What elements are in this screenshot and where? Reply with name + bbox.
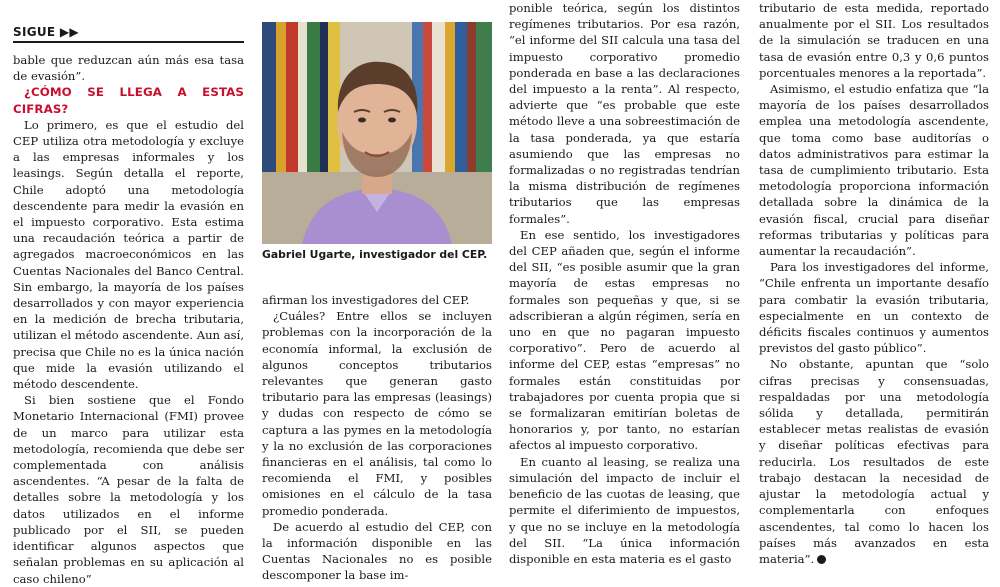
paragraph: tributario de esta medida, reportado anualmente por el SII. Los resultados de la simulación se traducen en una tasa de evasión entre 0,3 y 0,6 puntos porcentuales menores a la reportada”. bbox=[759, 1, 989, 80]
paragraph: ¿Cuáles? Entre ellos se incluyen problemas con la incorporación de la economía informal, la exclusión de algunos conceptos tributarios relevantes que generan gasto tributario para las empresas (leasings) y dudas con respecto de cómo se captura a las pymes en la metodología y la no exclusión de las corporaciones financieras en el análisis, tal como lo recomienda el FMI, y posibles omisiones en el cálculo de la tasa promedio ponderada. bbox=[262, 309, 492, 518]
article-column-4 bbox=[759, 0, 989, 567]
continued-label: SIGUE ▶▶ bbox=[13, 25, 79, 39]
paragraph: De acuerdo al estudio del CEP, con la información disponible en las Cuentas Nacionales no es posible descomponer la base im- bbox=[262, 519, 492, 583]
paragraph: bable que reduzcan aún más esa tasa de evasión”. bbox=[13, 53, 244, 84]
portrait-photo bbox=[262, 22, 492, 244]
article-column-1 bbox=[13, 0, 244, 587]
section-subhead: ¿CÓMO SE LLEGA A ESTAS CIFRAS? bbox=[13, 85, 244, 116]
article-column-2 bbox=[262, 292, 492, 584]
portrait-illustration bbox=[262, 22, 492, 244]
paragraph: Para los investigadores del informe, “Chile enfrenta un importante desafío para combatir la evasión tributaria, especialmente en un contexto de déficits fiscales continuos y aumentos previstos del gasto público”. bbox=[759, 260, 989, 356]
paragraph: ponible teórica, según los distintos regímenes tributarios. Por esa razón, “el informe del SII calcula una tasa del impuesto corporativo promedio ponderada en base a las declaraciones del impuesto a la renta”. Al respecto, advierte que “es probable que este método lleve a una sobreestimación de la tasa ponderada, ya que estaría asumiendo que las empresas no formalizadas o no registradas tendrían la misma distribución de regímenes tributarios que las empresas formales”. bbox=[509, 1, 740, 226]
paragraph: Si bien sostiene que el Fondo Monetario Internacional (FMI) provee de un marco para utilizar esta metodología, recomienda que debe ser complementada con análisis ascendentes. “A pesar de la falta de detalles sobre la metodología y los datos utilizados en el informe publicado por el SII, se pueden identificar algunos aspectos que señalan problemas en su aplicación al caso chileno” bbox=[13, 393, 244, 586]
paragraph bbox=[759, 356, 989, 567]
paragraph: En cuanto al leasing, se realiza una simulación del impacto de incluir el beneficio de las cuotas de leasing, que permite el diferimiento de impuestos, y que no se incluye en la metodología del SII. “La única información disponible en esta materia es el gasto bbox=[509, 454, 740, 566]
paragraph: Lo primero, es que el estudio del CEP utiliza otra metodología y excluye a las empresas informales y los leasings. Según detalla el reporte, Chile adoptó una metodología descendente para medir la evasión en el impuesto corporativo. Esta estima una recaudación teórica a partir de agregados macroeconómicos en las Cuentas Nacionales del Banco Central. Sin embargo, la mayoría de los países desarrollados y con mayor experiencia en la medición de brecha tributaria, utilizan el método ascendente. Aun así, precisa que Chile no es la única nación que mide la evasión utilizando el método descendente. bbox=[13, 117, 244, 392]
article-column-3 bbox=[509, 0, 740, 567]
paragraph-text: No obstante, apuntan que “solo cifras precisas y consensuadas, respaldadas por una metodología sólida y detallada, permitirán establecer metas realistas de evasión y diseñar políticas efectivas para reducirla. Los resultados de este trabajo destacan la necesidad de ajustar la metodología actual y complementarla con enfoques ascendentes, tal como lo hacen los países más avanzados en esta materia”. bbox=[759, 357, 989, 566]
paragraph: Asimismo, el estudio enfatiza que “la mayoría de los países desarrollados emplea una metodología ascendente, que toma como base auditorías o datos administrativos para estimar la tasa de cumplimiento tributario. Esta metodología proporciona información detallada sobre la dinámica de la evasión fiscal, crucial para diseñar reformas tributarias y políticas para aumentar la recaudación”. bbox=[759, 82, 989, 259]
paragraph: En ese sentido, los investigadores del CEP añaden que, según el informe del SII, “es posible asumir que la gran mayoría de estas empresas no formales son pequeñas y que, si se adscribieran a algún régimen, sería en uno en que no pagaran impuesto corporativo”. Pero de acuerdo al informe del CEP, estas “empresas” no formales están constituidas por trabajadores por cuenta propia que si se formalizaran emitirían boletas de honorarios y, por tanto, no estarían afectos al impuesto corporativo. bbox=[509, 227, 740, 453]
end-of-article-icon bbox=[817, 555, 826, 564]
photo-caption: Gabriel Ugarte, investigador del CEP. bbox=[262, 248, 488, 261]
paragraph: afirman los investigadores del CEP. bbox=[262, 293, 470, 307]
header-rule bbox=[13, 41, 244, 43]
